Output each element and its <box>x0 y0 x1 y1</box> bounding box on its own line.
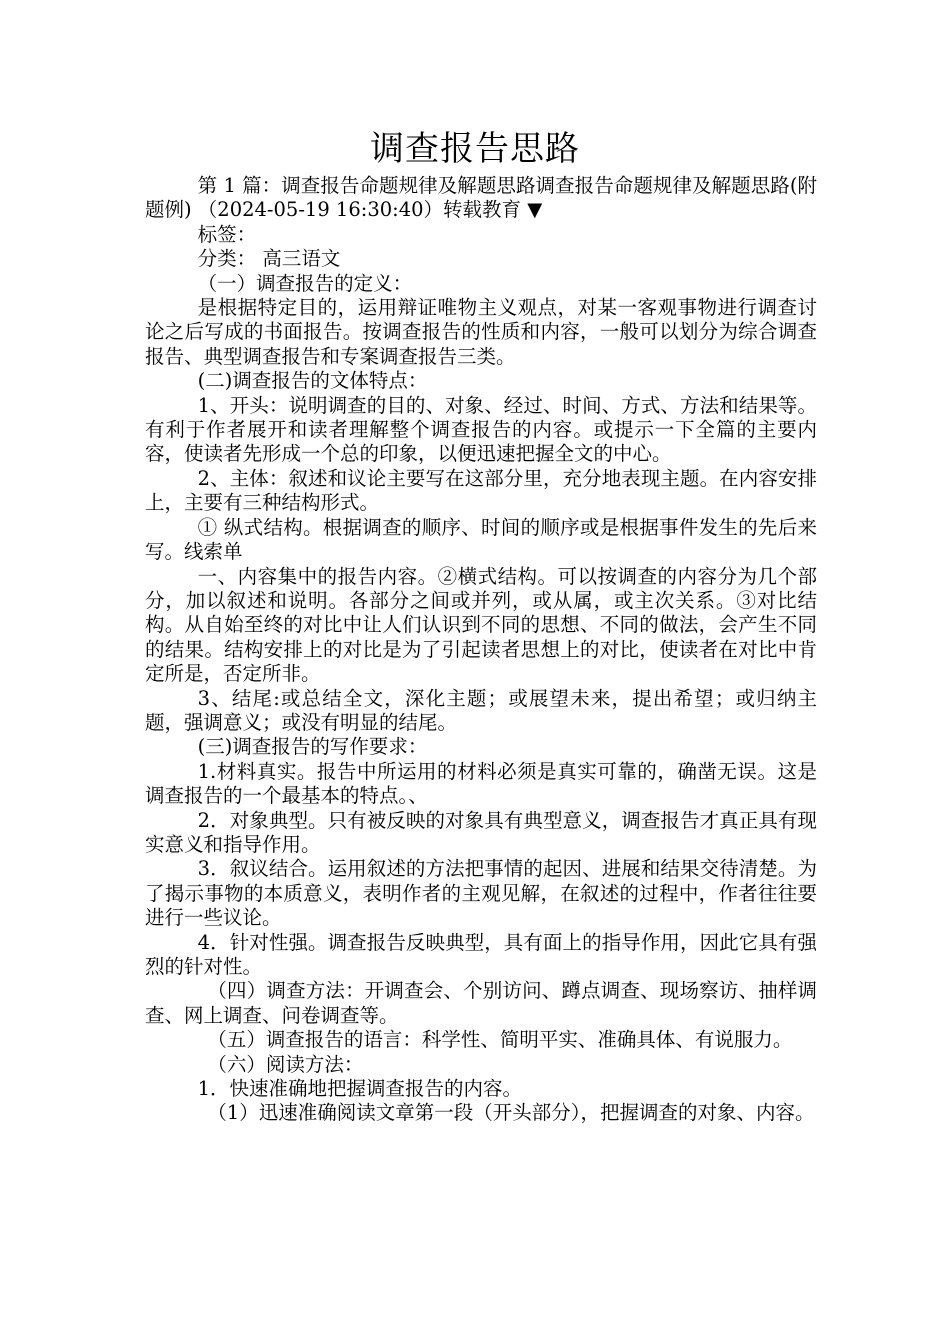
paragraph-category: 分类： 高三语文 <box>197 247 341 271</box>
paragraph-requirement-4: 4．针对性强。调查报告反映典型，具有面上的指导作用，因此它具有强烈的针对性。 <box>145 930 817 978</box>
paragraph-opening: 1、开头：说明调查的目的、对象、经过、时间、方式、方法和结果等。有利于作者展开和读者理解整个调查报告的内容。或提示一下全篇的主要内容，使读者先形成一个总的印象，以便迅速把握全文的中心。 <box>145 393 817 466</box>
paragraph-methods: （四）调查方法：开调查会、个别访问、蹲点调查、现场察访、抽样调查、网上调查、问卷调查等。 <box>145 979 817 1027</box>
paragraph-requirement-3: 3．叙议结合。运用叙述的方法把事情的起因、进展和结果交待清楚。为了揭示事物的本质意义，表明作者的主观见解，在叙述的过程中，作者往往要进行一些议论。 <box>145 857 817 930</box>
paragraph-main-body: 2、主体：叙述和议论主要写在这部分里，充分地表现主题。在内容安排上，主要有三种结构形式。 <box>145 466 817 515</box>
heading-reading-methods: （六）阅读方法： <box>207 1052 364 1076</box>
document-title: 调查报告思路 <box>370 129 580 169</box>
paragraph-structures: 一、内容集中的报告内容。②横式结构。可以按调查的内容分为几个部分，加以叙述和说明。各部分之间或并列，或从属，或主次关系。③对比结构。从自始至终的对比中让人们认识到不同的思想、不同的做法，会产生不同的结果。结构安排上的对比是为了引起读者思想上的对比，使读者在对比中肯定所是，否定所非。 <box>145 564 817 686</box>
paragraph-ending: 3、结尾:或总结全文，深化主题；或展望未来，提出希望；或归纳主题，强调意义；或没有明显的结尾。 <box>145 686 817 734</box>
paragraph-reading-1-1: （1）迅速准确阅读文章第一段（开头部分），把握调查的对象、内容。 <box>207 1101 815 1125</box>
paragraph-requirement-1: 1.材料真实。报告中所运用的材料必须是真实可靠的，确凿无误。这是调查报告的一个最基本的特点。、 <box>145 759 817 808</box>
heading-features: (二)调查报告的文体特点： <box>197 369 428 393</box>
paragraph-requirement-2: 2．对象典型。只有被反映的对象具有典型意义，调查报告才真正具有现实意义和指导作用。 <box>145 808 817 856</box>
paragraph-tags: 标签： <box>197 222 257 246</box>
paragraph-language: （五）调查报告的语言：科学性、简明平实、准确具体、有说服力。 <box>207 1028 793 1052</box>
paragraph-article-info: 第 1 篇：调查报告命题规律及解题思路调查报告命题规律及解题思路(附题例) （2024-05-19 16:30:40）转载教育 ▼ <box>145 174 817 222</box>
paragraph-definition: 是根据特定目的，运用辩证唯物主义观点，对某一客观事物进行调查讨论之后写成的书面报告。按调查报告的性质和内容，一般可以划分为综合调查报告、典型调查报告和专案调查报告三类。 <box>145 296 817 368</box>
heading-definition: （一）调查报告的定义： <box>197 271 413 295</box>
document-body <box>145 174 817 1126</box>
heading-writing-requirements: (三)调查报告的写作要求： <box>197 735 428 759</box>
paragraph-vertical-structure: ① 纵式结构。根据调查的顺序、时间的顺序或是根据事件发生的先后来写。线索单 <box>145 515 817 564</box>
paragraph-reading-1: 1．快速准确地把握调查报告的内容。 <box>197 1077 523 1101</box>
